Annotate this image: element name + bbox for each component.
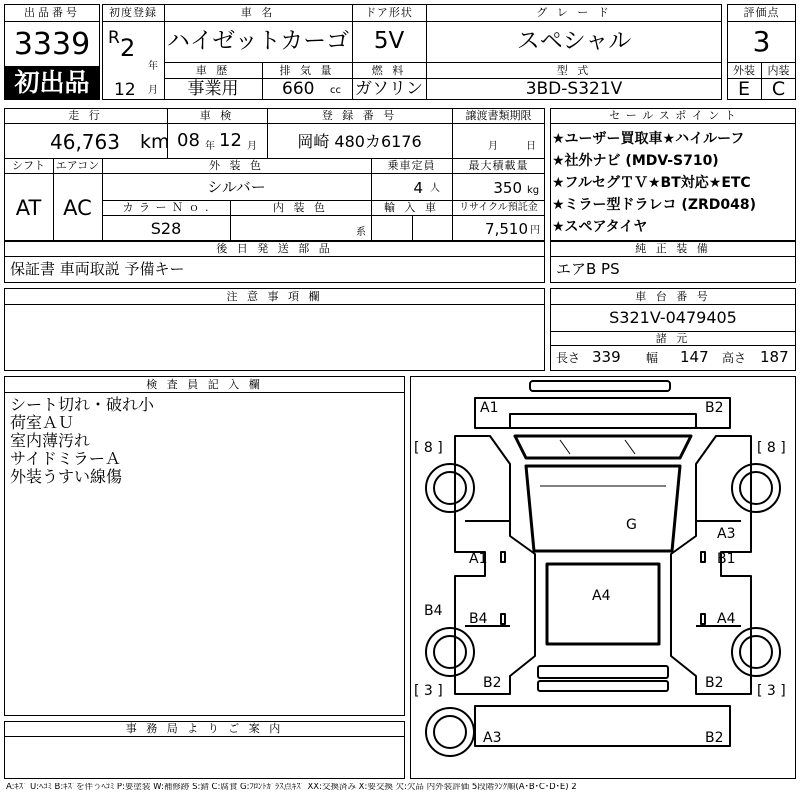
max-load-unit: kg: [527, 185, 540, 196]
recycle-label: リサイクル預託金: [459, 202, 538, 213]
registration-month: 12: [114, 80, 136, 100]
office-notice-label: 事 務 局 よ り ご 案 内: [125, 722, 284, 735]
damage-mark-roof: A4: [592, 588, 611, 604]
import-label: 輸 入 車: [384, 201, 439, 214]
sales-points-label: セ ー ル ス ポ イ ン ト: [609, 109, 737, 122]
chassis-no-label: 車 台 番 号: [635, 290, 711, 303]
aircon: AC: [63, 196, 92, 220]
door-type: 5V: [373, 28, 405, 54]
exterior-grade: E: [737, 78, 750, 100]
int-color-suffix: 系: [356, 227, 366, 238]
ext-color-label: 外 装 色: [209, 159, 264, 172]
shift-label: シフト: [12, 159, 45, 172]
sales-point-item: ★社外ナビ (MDV-S710): [552, 153, 719, 169]
max-load: 350: [493, 179, 522, 197]
inspector-note-item: シート切れ・破れ小: [10, 395, 155, 414]
inspector-note-item: 荷室ＡＵ: [10, 413, 75, 432]
era-letter: R: [108, 28, 120, 48]
interior-grade: C: [771, 78, 786, 100]
transfer-day-unit: 日: [526, 141, 536, 152]
inspector-note-item: 室内薄汚れ: [10, 431, 91, 450]
inspector-note-item: サイドミラーＡ: [10, 449, 121, 468]
length-label: 長さ: [556, 351, 581, 365]
first-registration-label: 初度登録: [109, 6, 157, 19]
grade: スペシャル: [516, 28, 632, 54]
after-parts: 保証書 車両取説 予備キー: [10, 260, 185, 278]
after-parts-label: 後 日 発 送 部 品: [216, 242, 333, 255]
tyre-tread-rear-left: [ 3 ]: [414, 683, 443, 699]
damage-mark-right-rear-quarter: B2: [705, 675, 724, 691]
tyre-tread-front-left: [ 8 ]: [414, 440, 443, 456]
score: 3: [752, 25, 771, 58]
damage-mark-right-front-door: B1: [717, 551, 736, 567]
fuel-label: 燃 料: [371, 64, 407, 77]
capacity-label: 乗車定員: [387, 159, 436, 172]
lot-number-label: 出品番号: [24, 6, 80, 19]
damage-mark-right-front-upper: A3: [717, 526, 736, 542]
month-unit: 月: [148, 85, 158, 96]
height-label: 高さ: [722, 351, 747, 365]
registration-no: 岡崎 480カ6176: [297, 132, 422, 151]
inspection-month: 12: [219, 130, 242, 151]
mileage-unit: km: [140, 131, 170, 153]
inspection-year-unit: 年: [205, 141, 215, 152]
capacity: 4: [413, 179, 423, 197]
damage-mark-front-left: A1: [480, 400, 499, 416]
color-no: S28: [150, 219, 182, 238]
inspector-note-item: 外装うすい線傷: [10, 467, 123, 486]
damage-mark-rear-right: B2: [705, 730, 724, 746]
fuel: ガソリン: [355, 79, 423, 99]
registration-year: 2: [120, 34, 136, 62]
model-code: 3BD-S321V: [525, 79, 623, 99]
history: 事業用: [187, 79, 239, 99]
door-type-label: ドア形状: [365, 6, 413, 19]
aircon-label: エアコン: [55, 159, 100, 172]
damage-mark-right-rear-door: A4: [717, 611, 736, 627]
width-label: 幅: [646, 351, 659, 365]
year-unit: 年: [148, 61, 158, 72]
history-label: 車 歴: [195, 64, 231, 77]
exterior-label: 外装: [733, 64, 755, 77]
color-no-label: カ ラ ー Ｎ ｏ .: [122, 201, 210, 214]
car-name: ハイゼットカーゴ: [166, 28, 350, 54]
inspection-month-unit: 月: [247, 141, 257, 152]
sales-point-item: ★フルセグＴＶ★BT対応★ETC: [552, 175, 751, 191]
damage-mark-left-rear-door: B4: [469, 611, 488, 627]
ext-color: シルバー: [207, 178, 266, 196]
capacity-unit: 人: [430, 183, 440, 194]
sales-point-item: ★ユーザー買取車★ハイルーフ: [552, 131, 745, 147]
cc-unit: cc: [330, 85, 341, 96]
max-load-label: 最大積載量: [468, 159, 529, 172]
damage-mark-windshield: G: [626, 517, 637, 533]
mileage-label: 走 行: [68, 109, 103, 122]
displacement: 660: [282, 79, 315, 99]
displacement-label: 排 気 量: [279, 64, 335, 77]
tyre-tread-rear-right: [ 3 ]: [757, 683, 786, 699]
legend: A:ｷｽﾞ U:ﾍｺﾐ B:ｷｽﾞを伴うﾍｺﾐ P:要塗装 W:補修跡 S:錆 C:腐食 G:ﾌﾛﾝﾄｶﾞﾗｽ点ｷｽﾞ XX:交換済み X:要交換 欠:欠品 内外装評価 5段階ﾗﾝｸ順(A･B･C･D･E) 2: [6, 783, 577, 792]
sales-point-item: ★ミラー型ドラレコ (ZRD048): [552, 197, 756, 213]
damage-mark-rear-left: A3: [483, 730, 502, 746]
caution-label: 注 意 事 項 欄: [226, 290, 323, 303]
length: 339: [592, 348, 621, 366]
recycle-fee: 7,510: [485, 220, 528, 238]
dimensions-label: 諸 元: [655, 332, 691, 345]
sales-points-list: [552, 128, 795, 238]
interior-label: 内装: [767, 64, 790, 77]
inspection-year: 08: [177, 130, 200, 151]
chassis-no: S321V-0479405: [609, 308, 737, 327]
genuine-equipment-label: 純 正 装 備: [635, 242, 711, 255]
damage-mark-left-sill: B4: [424, 603, 443, 619]
car-name-label: 車 名: [240, 6, 276, 19]
registration-no-label: 登 録 番 号: [321, 109, 398, 122]
mileage: 46,763: [50, 130, 120, 154]
transfer-period-label: 譲渡書類期限: [465, 109, 532, 122]
int-color-label: 内 装 色: [273, 201, 328, 214]
tyre-tread-front-right: [ 8 ]: [757, 440, 786, 456]
first-listing-text: 初出品: [14, 68, 90, 97]
inspector-notes-list: [10, 396, 400, 486]
car-diagram: [410, 376, 796, 779]
genuine-equipment: エアB PS: [556, 260, 620, 278]
inspector-notes-label: 検 査 員 記 入 欄: [146, 378, 263, 391]
width: 147: [680, 348, 709, 366]
recycle-unit: 円: [530, 225, 540, 236]
transfer-month-unit: 月: [488, 141, 498, 152]
sales-point-item: ★スペアタイヤ: [552, 219, 648, 235]
score-label: 評価点: [743, 6, 780, 19]
height: 187: [760, 348, 789, 366]
inspection-label: 車 検: [199, 109, 235, 122]
lot-number: 3339: [13, 27, 91, 62]
damage-mark-left-front-door: A1: [469, 551, 488, 567]
grade-label: グ レ ー ド: [536, 6, 612, 19]
damage-mark-front-right: B2: [705, 400, 724, 416]
damage-mark-left-rear-quarter: B2: [483, 675, 502, 691]
model-code-label: 型 式: [556, 64, 592, 77]
shift: AT: [15, 196, 42, 220]
